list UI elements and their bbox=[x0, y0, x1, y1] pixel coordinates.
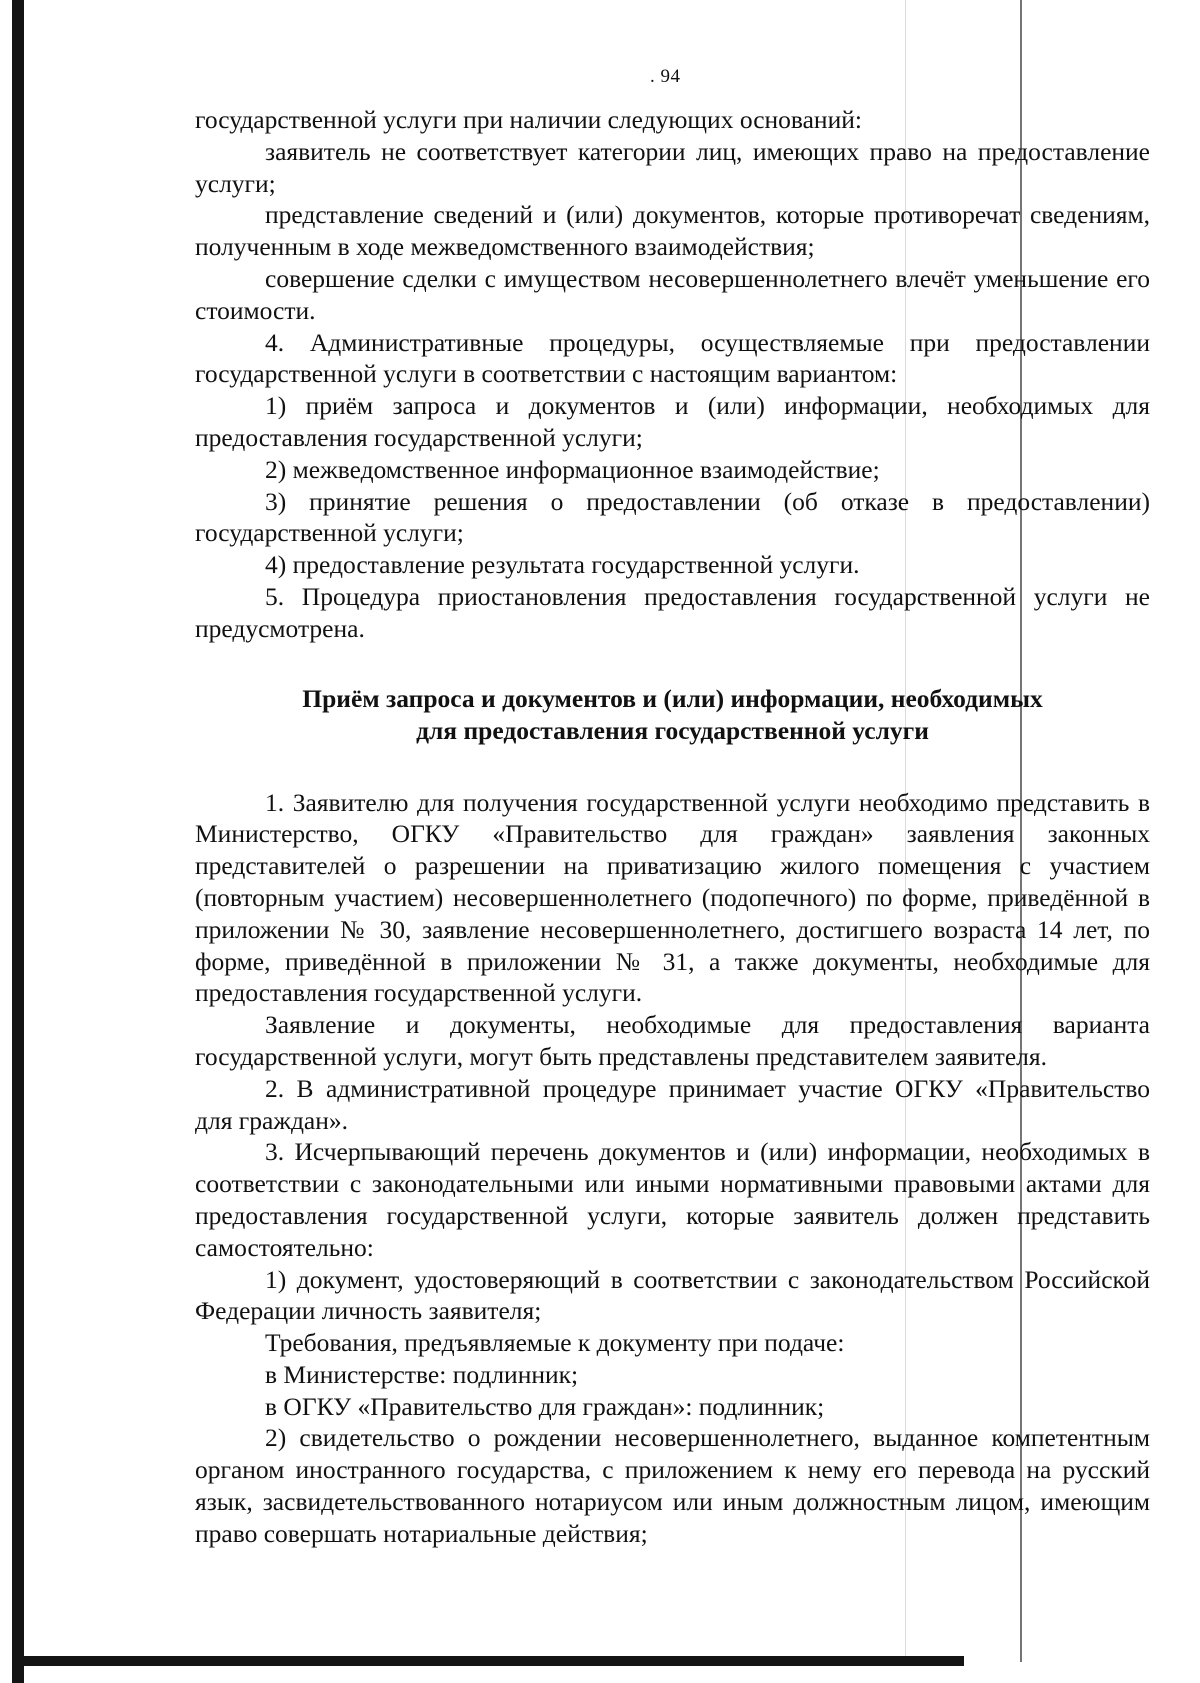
paragraph: совершение сделки с имуществом несовершеннолетнего влечёт уменьшение его стоимости. bbox=[195, 263, 1150, 325]
list-item: 1) документ, удостоверяющий в соответствии с законодательством Российской Федерации личность заявителя; bbox=[195, 1264, 1150, 1326]
paragraph: в Министерстве: подлинник; bbox=[265, 1359, 579, 1389]
paragraph: 4. Административные процедуры, осуществляемые при предоставлении государственной услуги в соответствии с настоящим вариантом: bbox=[195, 327, 1150, 389]
paragraph: 1. Заявителю для получения государственной услуги необходимо представить в Министерство, ОГКУ «Правительство для граждан» заявления законных представителей о разрешении на приватизацию жилого помещения с участием (повторным участием) несовершеннолетнего (подопечного) по форме, приведённой в приложении № 30, заявление несовершеннолетнего, достигшего возраста 14 лет, по форме, приведённой в приложении № 31, а также документы, необходимые для предоставления государственной услуги. bbox=[195, 787, 1150, 1008]
scan-border-left bbox=[12, 0, 24, 1683]
paragraph: в ОГКУ «Правительство для граждан»: подлинник; bbox=[265, 1391, 825, 1421]
paragraph: Требования, предъявляемые к документу при подаче: bbox=[265, 1328, 845, 1358]
list-item: 4) предоставление результата государственной услуги. bbox=[265, 550, 860, 580]
list-item: 1) приём запроса и документов и (или) информации, необходимых для предоставления государственной услуги; bbox=[195, 391, 1150, 452]
section-heading-line: Приём запроса и документов и (или) информации, необходимых bbox=[302, 683, 1043, 713]
page-number: . 94 bbox=[650, 66, 681, 87]
scan-border-bottom bbox=[24, 1656, 964, 1666]
section-heading bbox=[195, 683, 1150, 747]
paragraph: 5. Процедура приостановления предоставления государственной услуги не предусмотрена. bbox=[195, 581, 1150, 643]
list-item: 2) свидетельство о рождении несовершеннолетнего, выданное компетентным органом иностранного государства, с приложением к нему его перевода на русский язык, засвидетельствованного нотариусом или иным должностным лицом, имеющим право совершать нотариальные действия; bbox=[195, 1423, 1150, 1548]
paragraph: Заявление и документы, необходимые для предоставления варианта государственной услуги, могут быть представлены представителем заявителя. bbox=[195, 1010, 1150, 1071]
paragraph: 3. Исчерпывающий перечень документов и (или) информации, необходимых в соответствии с законодательными или иными нормативными правовыми актами для предоставления государственной услуги, которые заявитель должен представить самостоятельно: bbox=[195, 1137, 1150, 1262]
list-item: 3) принятие решения о предоставлении (об отказе в предоставлении) государственной услуги; bbox=[195, 486, 1150, 548]
document-body bbox=[195, 104, 1150, 1550]
list-item: 2) межведомственное информационное взаимодействие; bbox=[265, 454, 880, 484]
paragraph: представление сведений и (или) документов, которые противоречат сведениям, полученным в ходе межведомственного взаимодействия; bbox=[195, 200, 1150, 262]
paragraph: заявитель не соответствует категории лиц, имеющих право на предоставление услуги; bbox=[195, 136, 1150, 198]
section-heading-line: для предоставления государственной услуги bbox=[416, 715, 929, 745]
paragraph: государственной услуги при наличии следующих оснований: bbox=[195, 105, 862, 134]
paragraph: 2. В административной процедуре принимает участие ОГКУ «Правительство для граждан». bbox=[195, 1073, 1150, 1135]
